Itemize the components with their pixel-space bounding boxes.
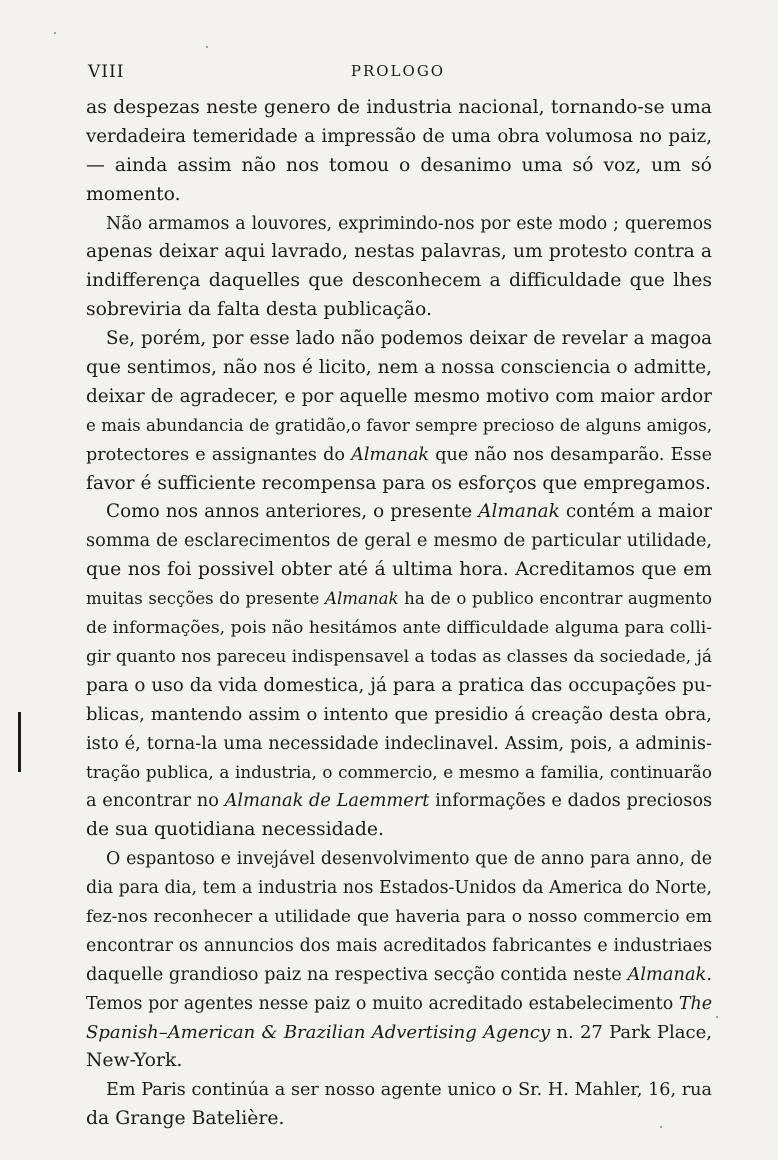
line-text: que nos foi possivel obter até á ultima hora. Acreditamos que em — [86, 559, 712, 581]
line-text: gir quanto nos pareceu indispensavel a todas as classes da sociedade, já — [86, 646, 712, 667]
text-line — [86, 845, 712, 874]
margin-mark — [18, 712, 21, 772]
line-text: Não armamos a louvores, exprimindo-nos por este modo ; queremos — [106, 213, 712, 234]
text-line — [86, 730, 712, 759]
line-text: daquelle grandioso paiz na respectiva secção contida neste — [86, 963, 628, 985]
line-text: tração publica, a industria, o commercio, e mesmo a familia, continuarão — [86, 762, 712, 783]
text-line — [86, 296, 712, 325]
line-text: fez-nos reconhecer a utilidade que haveria para o nosso commercio em — [86, 906, 712, 927]
line-text: indifferença daquelles que desconhecem a difficuldade que lhes — [86, 270, 712, 292]
line-text: protectores e assignantes do — [86, 444, 352, 465]
text-line — [86, 1047, 712, 1076]
text-line — [86, 961, 712, 990]
text-line — [86, 267, 712, 296]
page-number: VIII — [88, 62, 125, 82]
text-line — [86, 1019, 712, 1048]
text-line — [86, 325, 712, 354]
page-speck — [206, 46, 208, 48]
line-text: favor é sufficiente recompensa para os esforços que empregamos. — [86, 472, 711, 494]
line-text: O espantoso e invejável desenvolvimento que de anno para anno, de — [106, 849, 712, 870]
text-line — [86, 701, 712, 730]
italic-text: Almanak. — [627, 963, 712, 985]
line-text: apenas deixar aqui lavrado, nestas palavras, um protesto contra a — [86, 241, 712, 263]
text-line — [86, 470, 712, 499]
page-header — [88, 62, 708, 86]
italic-text: The — [678, 993, 712, 1014]
text-line — [86, 643, 712, 672]
italic-text: Spanish–American & Brazilian Advertising Agency — [86, 1021, 551, 1043]
text-line — [86, 152, 712, 181]
text-line — [86, 816, 712, 845]
text-line — [86, 441, 712, 470]
line-text: de informações, pois não hesitámos ante difficuldade alguma para colli- — [86, 618, 712, 639]
text-line — [86, 874, 712, 903]
line-text: informações e dados preciosos — [429, 790, 712, 812]
text-line — [86, 354, 712, 383]
text-line — [86, 1076, 712, 1105]
line-text: Em Paris continúa a ser nosso agente unico o Sr. H. Mahler, 16, rua — [106, 1080, 712, 1101]
text-line — [86, 585, 712, 614]
text-line — [86, 238, 712, 267]
line-text: Temos por agentes nesse paiz o muito acreditado estabelecimento — [86, 993, 679, 1014]
text-line — [86, 556, 712, 585]
line-text: de sua quotidiana necessidade. — [86, 819, 384, 841]
page-speck — [54, 32, 56, 34]
text-line — [86, 614, 712, 643]
text-line — [86, 990, 712, 1019]
text-line — [86, 672, 712, 701]
line-text: — ainda assim não nos tomou o desanimo uma só voz, um só — [86, 154, 712, 176]
text-line — [86, 94, 712, 123]
text-line — [86, 903, 712, 932]
page-speck — [660, 1126, 662, 1128]
italic-text: Almanak — [351, 444, 430, 465]
line-text: blicas, mantendo assim o intento que presidio á creação desta obra, — [86, 703, 712, 725]
line-text: as despezas neste genero de industria nacional, tornando-se uma — [86, 97, 712, 118]
line-text: muitas secções do presente — [86, 589, 325, 609]
text-line — [86, 787, 712, 816]
text-line — [86, 210, 712, 239]
text-line — [86, 412, 712, 441]
line-text: n. 27 Park Place, — [550, 1021, 712, 1043]
text-line — [86, 1105, 712, 1134]
line-text: verdadeira temeridade a impressão de uma obra volumosa no paiz, — [86, 125, 712, 147]
line-text: ha de o publico encontrar augmento — [398, 589, 712, 609]
line-text: e mais abundancia de gratidão,o favor sempre precioso de alguns amigos, — [86, 415, 712, 435]
line-text: sobreviria da falta desta publicação. — [86, 299, 432, 321]
line-text: que sentimos, não nos é licito, nem a nossa consciencia o admitte, — [86, 357, 712, 379]
line-text: encontrar os annuncios dos mais acreditados fabricantes e industriaes — [86, 935, 712, 956]
text-line — [86, 383, 712, 412]
line-text: momento. — [86, 183, 181, 205]
line-text: isto é, torna-la uma necessidade indeclinavel. Assim, pois, a adminis- — [86, 732, 712, 754]
italic-text: Almanak — [478, 501, 560, 523]
text-line — [86, 181, 712, 210]
line-text: que não nos desamparão. Esse — [429, 444, 712, 465]
line-text: da Grange Batelière. — [86, 1108, 285, 1130]
line-text: para o uso da vida domestica, já para a pratica das occupações pu- — [86, 674, 712, 696]
italic-text: Almanak de Laemmert — [224, 790, 430, 812]
line-text: Como nos annos anteriores, o presente — [106, 501, 479, 523]
running-title: PROLOGO — [350, 62, 446, 80]
line-text: dia para dia, tem a industria nos Estados-Unidos da America do Norte, — [86, 878, 712, 899]
line-text: New-York. — [86, 1050, 183, 1072]
body-text — [86, 94, 712, 1134]
text-line — [86, 498, 712, 527]
line-text: a encontrar no — [86, 790, 225, 812]
page-speck — [716, 1016, 718, 1018]
text-line — [86, 527, 712, 556]
text-line — [86, 932, 712, 961]
text-line — [86, 758, 712, 787]
text-line — [86, 123, 712, 152]
line-text: Se, porém, por esse lado não podemos deixar de revelar a magoa — [106, 328, 712, 350]
line-text: contém a maior — [559, 501, 712, 523]
italic-text: Almanak — [324, 589, 399, 609]
line-text: deixar de agradecer, e por aquelle mesmo motivo com maior ardor — [86, 385, 712, 407]
line-text: somma de esclarecimentos de geral e mesmo de particular utilidade, — [86, 530, 712, 552]
